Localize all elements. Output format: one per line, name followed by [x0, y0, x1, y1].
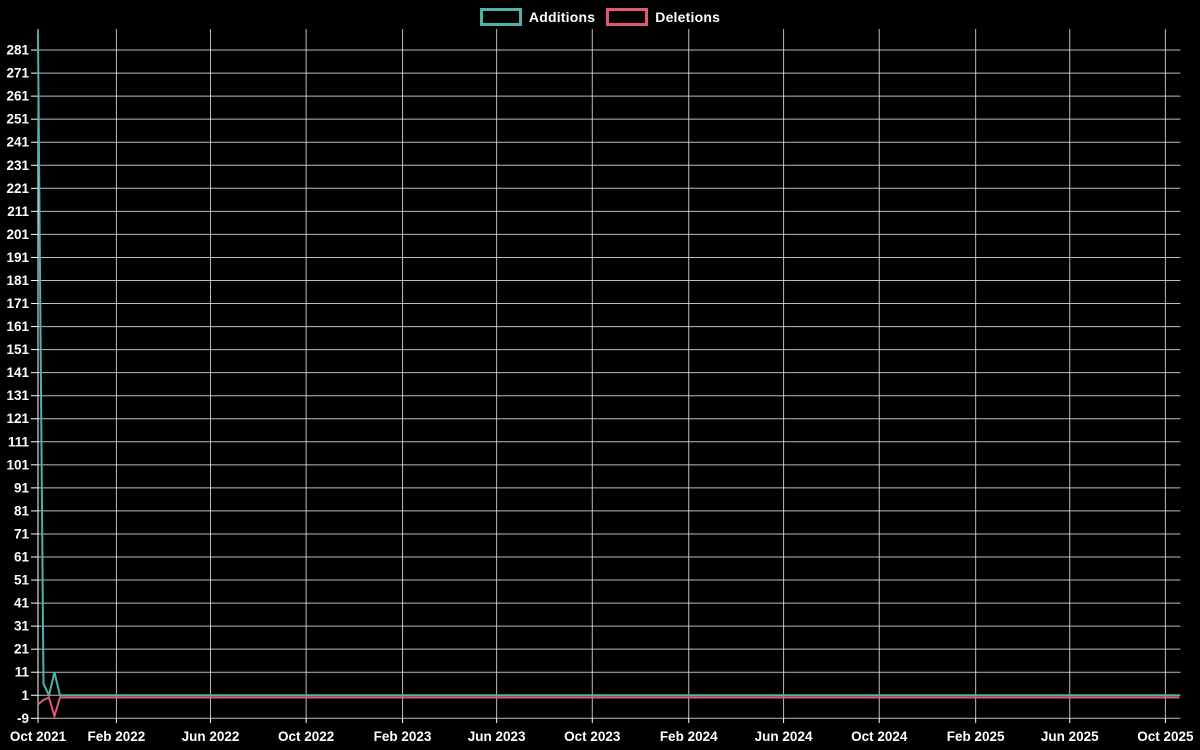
y-tick-label: -9 [16, 710, 29, 726]
y-tick-label: 251 [6, 111, 29, 127]
legend-item-additions [480, 8, 595, 26]
x-tick-label: Feb 2023 [373, 729, 432, 744]
x-tick-label: Jun 2022 [181, 729, 240, 744]
y-tick-label: 221 [6, 180, 29, 196]
x-tick-label: Feb 2022 [87, 729, 146, 744]
y-tick-label: 171 [6, 296, 29, 312]
x-tick-label: Oct 2022 [277, 729, 335, 744]
x-tick-label: Oct 2025 [1137, 729, 1194, 744]
y-tick-label: 201 [6, 226, 29, 242]
y-tick-label: 231 [6, 157, 29, 173]
y-tick-label: 51 [13, 572, 29, 588]
y-tick-label: 211 [7, 203, 29, 219]
y-tick-label: 241 [6, 134, 29, 150]
legend-label-additions: Additions [528, 9, 596, 25]
y-tick-label: 1 [21, 687, 29, 703]
y-tick-label: 151 [6, 342, 29, 358]
x-tick-label: Feb 2025 [946, 729, 1005, 744]
legend-label-deletions: Deletions [655, 9, 721, 25]
x-tick-label: Jun 2024 [754, 729, 813, 744]
y-tick-label: 31 [13, 618, 29, 634]
y-tick-label: 71 [13, 526, 29, 542]
chart-legend [0, 8, 1200, 26]
x-tick-label: Oct 2024 [851, 729, 908, 744]
x-tick-label: Feb 2024 [659, 729, 718, 744]
additions-line [38, 34, 1180, 695]
y-tick-label: 191 [6, 249, 29, 265]
deletions-line [38, 698, 1180, 716]
y-tick-label: 281 [6, 42, 29, 58]
y-tick-label: 131 [6, 388, 29, 404]
y-tick-label: 161 [6, 319, 29, 335]
y-tick-label: 101 [6, 457, 29, 473]
y-tick-label: 261 [6, 88, 29, 104]
x-tick-label: Oct 2021 [9, 729, 67, 744]
y-tick-label: 41 [13, 595, 29, 611]
x-tick-label: Jun 2025 [1040, 729, 1099, 744]
y-tick-label: 91 [13, 480, 29, 496]
y-tick-label: 21 [13, 641, 29, 657]
y-tick-label: 271 [6, 65, 29, 81]
deletions-swatch-icon [606, 8, 648, 26]
legend-item-deletions [606, 8, 720, 26]
y-tick-label: 181 [6, 272, 29, 288]
additions-swatch-icon [480, 8, 522, 26]
y-tick-label: 111 [7, 434, 29, 450]
x-tick-label: Jun 2023 [467, 729, 526, 744]
x-tick-label: Oct 2023 [564, 729, 621, 744]
y-tick-label: 61 [13, 549, 29, 565]
y-tick-label: 121 [6, 411, 29, 427]
y-tick-label: 81 [13, 503, 29, 519]
y-tick-label: 11 [14, 664, 29, 680]
y-tick-label: 141 [6, 365, 29, 381]
